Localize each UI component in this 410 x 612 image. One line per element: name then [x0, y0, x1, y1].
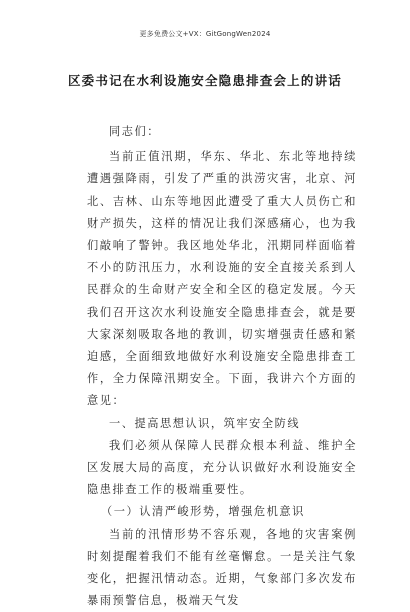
body-paragraph: 我们必须从保障人民群众根本利益、维护全区发展大局的高度，充分认识做好水利设施安全隐患排查工作的极端重要性。	[87, 438, 357, 497]
section-heading: 一、提高思想认识，筑牢安全防线	[109, 416, 301, 430]
salutation: 同志们：	[109, 125, 160, 138]
document-title: 区委书记在水利设施安全隐患排查会上的讲话	[67, 73, 342, 88]
body-paragraph: 当前的汛情形势不容乐观，各地的灾害案例时刻提醒着我们不能有丝毫懈怠。一是关注气象变化，把握汛情动态。近期，气象部门多次发布暴雨预警信息，极端天气发	[87, 527, 357, 608]
subsection-heading: （一）认清严峻形势，增强危机意识	[101, 505, 305, 519]
body-paragraph: 当前正值汛期，华东、华北、东北等地持续遭遇强降雨，引发了严重的洪涝灾害，北京、河北、吉林、山东等地因此遭受了重大人员伤亡和财产损失，这样的情况让我们深感痛心，也为我们敲响了警钟。我区地处华北，汛期同样面临着不小的防汛压力，水利设施的安全直接关系到人民群众的生命财产安全和全区的稳定发展。今天我们召开这次水利设施安全隐患排查会，就是要大家深刻吸取各地的教训，切实增强责任感和紧迫感，全面细致地做好水利设施安全隐患排查工作，全力保障汛期安全。下面，我讲六个方面的意见：	[87, 150, 357, 408]
header-note: 更多免费公文+VX：GitGongWen2024	[139, 30, 271, 38]
document-body	[87, 121, 357, 612]
